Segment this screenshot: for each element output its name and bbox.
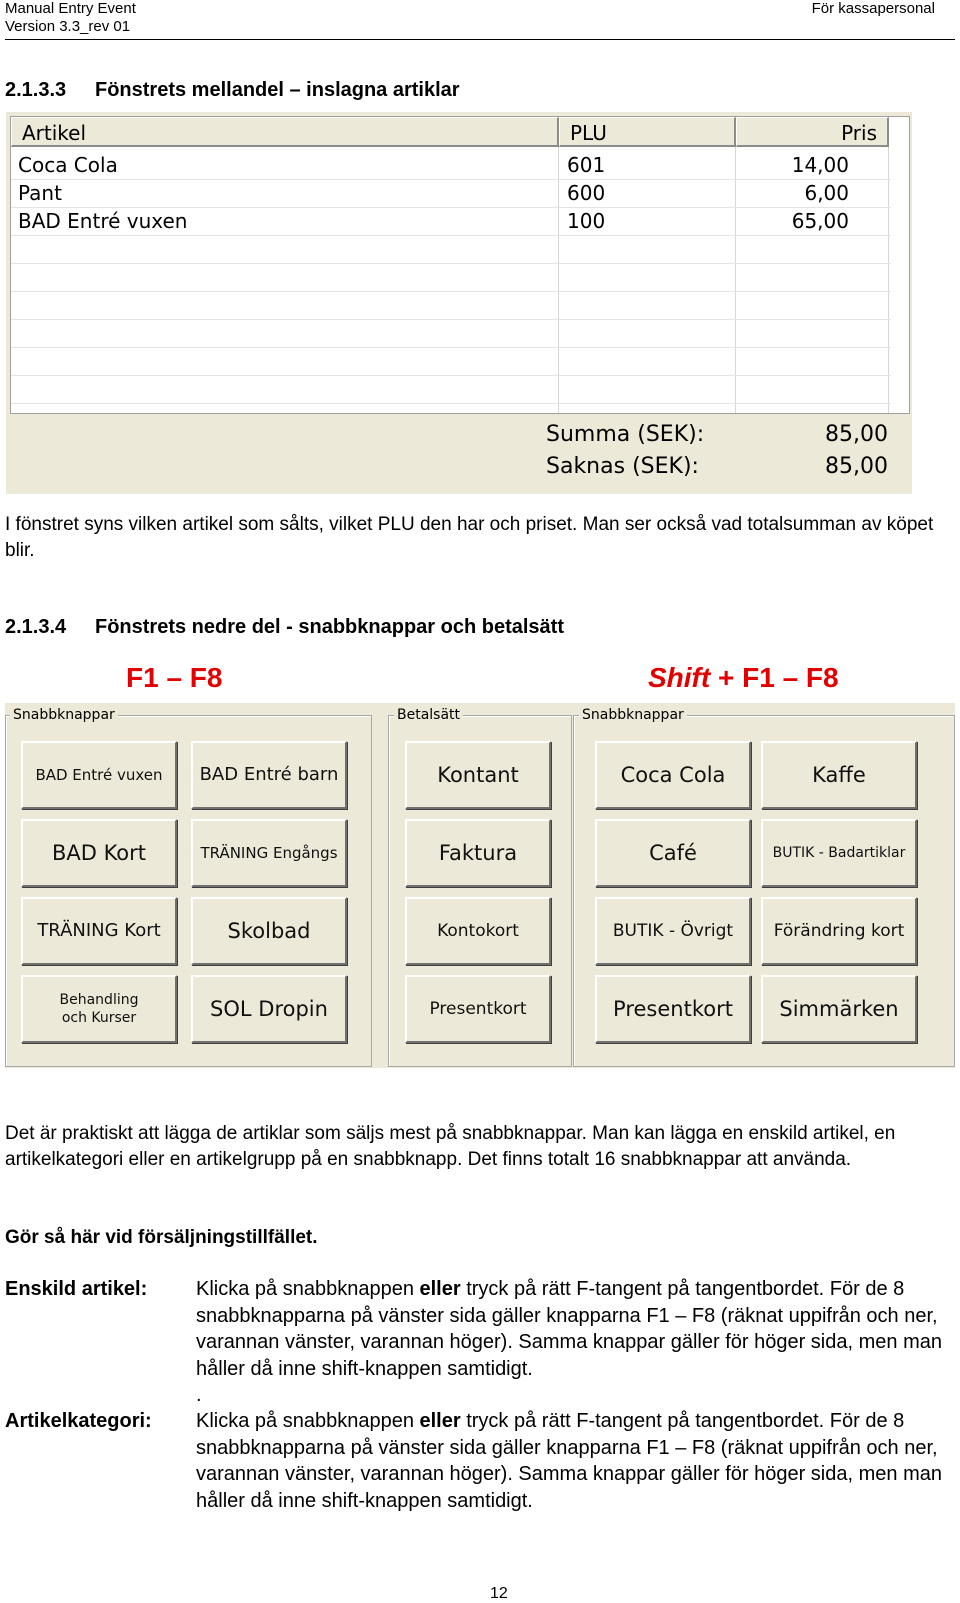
quick-button-f4[interactable]: TRÄNING Engångs [191, 819, 347, 887]
row-price: 6,00 [804, 181, 849, 205]
definition-text: Klicka på snabbknappen [196, 1278, 420, 1300]
quick-button-shift-f2[interactable]: Kaffe [761, 741, 917, 809]
header-rule [5, 39, 955, 40]
sum-value: 85,00 [825, 422, 888, 447]
payment-giftcard-button[interactable]: Presentkort [405, 975, 551, 1043]
row-divider [11, 375, 891, 376]
quick-button-f7[interactable]: Behandling och Kurser [21, 975, 177, 1043]
header-left [5, 0, 136, 36]
shift-label: Shift [648, 662, 711, 693]
definition-emphasis: eller [419, 1278, 461, 1300]
column-header-price[interactable]: Pris [736, 117, 889, 147]
missing-label: Saknas (SEK): [546, 454, 699, 479]
header-right: För kassapersonal [811, 0, 935, 17]
row-divider [11, 403, 891, 404]
section-title: Fönstrets nedre del - snabbknappar och betalsätt [95, 616, 564, 638]
row-plu: 600 [567, 181, 606, 205]
quick-button-shift-f6[interactable]: Förändring kort [761, 897, 917, 965]
row-divider [11, 347, 891, 348]
quick-button-shift-f5[interactable]: BUTIK - Övrigt [595, 897, 751, 965]
section-heading-2 [5, 616, 564, 639]
row-divider [11, 319, 891, 320]
section-heading-1 [5, 79, 460, 102]
quick-button-f5[interactable]: TRÄNING Kort [21, 897, 177, 965]
quick-button-shift-f1[interactable]: Coca Cola [595, 741, 751, 809]
column-header-article[interactable]: Artikel [11, 117, 559, 147]
group-label: Betalsätt [394, 706, 463, 724]
row-plu: 100 [567, 209, 606, 233]
quick-button-shift-f8[interactable]: Simmärken [761, 975, 917, 1043]
definition-text: tryck på rätt F-tangent på tangentbordet. För de 8 snabbknapparna på vänster sida gäller knapparna F1 – F8 (räknat uppifrån och ner, varannan vänster, varannan höger). Samma knappar gäller för höger sida, men man håller då inne shift-knappen samtidigt. [196, 1410, 942, 1512]
payment-card-button[interactable]: Kontokort [405, 897, 551, 965]
column-header-plu[interactable]: PLU [559, 117, 736, 147]
payment-cash-button[interactable]: Kontant [405, 741, 551, 809]
row-plu: 601 [567, 153, 606, 177]
group-label: Snabbknappar [10, 706, 118, 724]
quick-button-shift-f7[interactable]: Presentkort [595, 975, 751, 1043]
fkey-label-right [648, 662, 839, 694]
definition-trail: . [196, 1384, 202, 1406]
fkey-label-left: F1 – F8 [126, 662, 223, 693]
item-list-window [6, 112, 912, 494]
definition-text: tryck på rätt F-tangent på tangentbordet. För de 8 snabbknapparna på vänster sida gäller knapparna F1 – F8 (räknat uppifrån och ner, varannan vänster, varannan höger). Samma knappar gäller för höger sida, men man håller då inne shift-knappen samtidigt. [196, 1278, 942, 1380]
quick-button-f6[interactable]: Skolbad [191, 897, 347, 965]
header-version: Version 3.3_rev 01 [5, 18, 131, 35]
definition-body-single-item [196, 1276, 956, 1409]
section-number: 2.1.3.4 [5, 616, 67, 638]
quick-button-shift-f4[interactable]: BUTIK - Badartiklar [761, 819, 917, 887]
definition-term-category: Artikelkategori: [5, 1410, 152, 1432]
row-article: Pant [18, 181, 62, 205]
quick-button-f8[interactable]: SOL Dropin [191, 975, 347, 1043]
fkey-range: + F1 – F8 [710, 662, 839, 693]
row-article: Coca Cola [18, 153, 118, 177]
section-number: 2.1.3.3 [5, 79, 67, 101]
quick-buttons-window [5, 703, 955, 1068]
header-doc-title: Manual Entry Event [5, 0, 136, 17]
group-label: Snabbknappar [579, 706, 687, 724]
payment-invoice-button[interactable]: Faktura [405, 819, 551, 887]
row-price: 14,00 [791, 153, 849, 177]
row-article: BAD Entré vuxen [18, 209, 188, 233]
quick-button-f2[interactable]: BAD Entré barn [191, 741, 347, 809]
paragraph-instructions-heading: Gör så här vid försäljningstillfället. [5, 1227, 318, 1248]
row-price: 65,00 [791, 209, 849, 233]
item-grid[interactable] [10, 116, 910, 414]
paragraph-items: I fönstret syns vilken artikel som sålts, vilket PLU den har och priset. Man ser också vad totalsumman av köpet blir. [5, 514, 934, 561]
definition-term-single-item: Enskild artikel: [5, 1278, 148, 1300]
definition-text: Klicka på snabbknappen [196, 1410, 420, 1432]
definition-emphasis: eller [419, 1410, 461, 1432]
definition-body-category [196, 1408, 956, 1514]
row-divider [11, 235, 891, 236]
row-divider [11, 291, 891, 292]
quick-button-f3[interactable]: BAD Kort [21, 819, 177, 887]
paragraph-quick-buttons: Det är praktiskt att lägga de artiklar som säljs mest på snabbknappar. Man kan lägga en enskild artikel, en artikelkategori eller en artikelgrupp på en snabbknapp. Det finns totalt 16 snabbknappar att använda. [5, 1123, 896, 1170]
sum-label: Summa (SEK): [546, 422, 705, 447]
quick-button-shift-f3[interactable]: Café [595, 819, 751, 887]
quick-button-f1[interactable]: BAD Entré vuxen [21, 741, 177, 809]
missing-value: 85,00 [825, 454, 888, 479]
section-title: Fönstrets mellandel – inslagna artiklar [95, 79, 460, 101]
row-divider [11, 263, 891, 264]
page-number: 12 [490, 1585, 508, 1602]
